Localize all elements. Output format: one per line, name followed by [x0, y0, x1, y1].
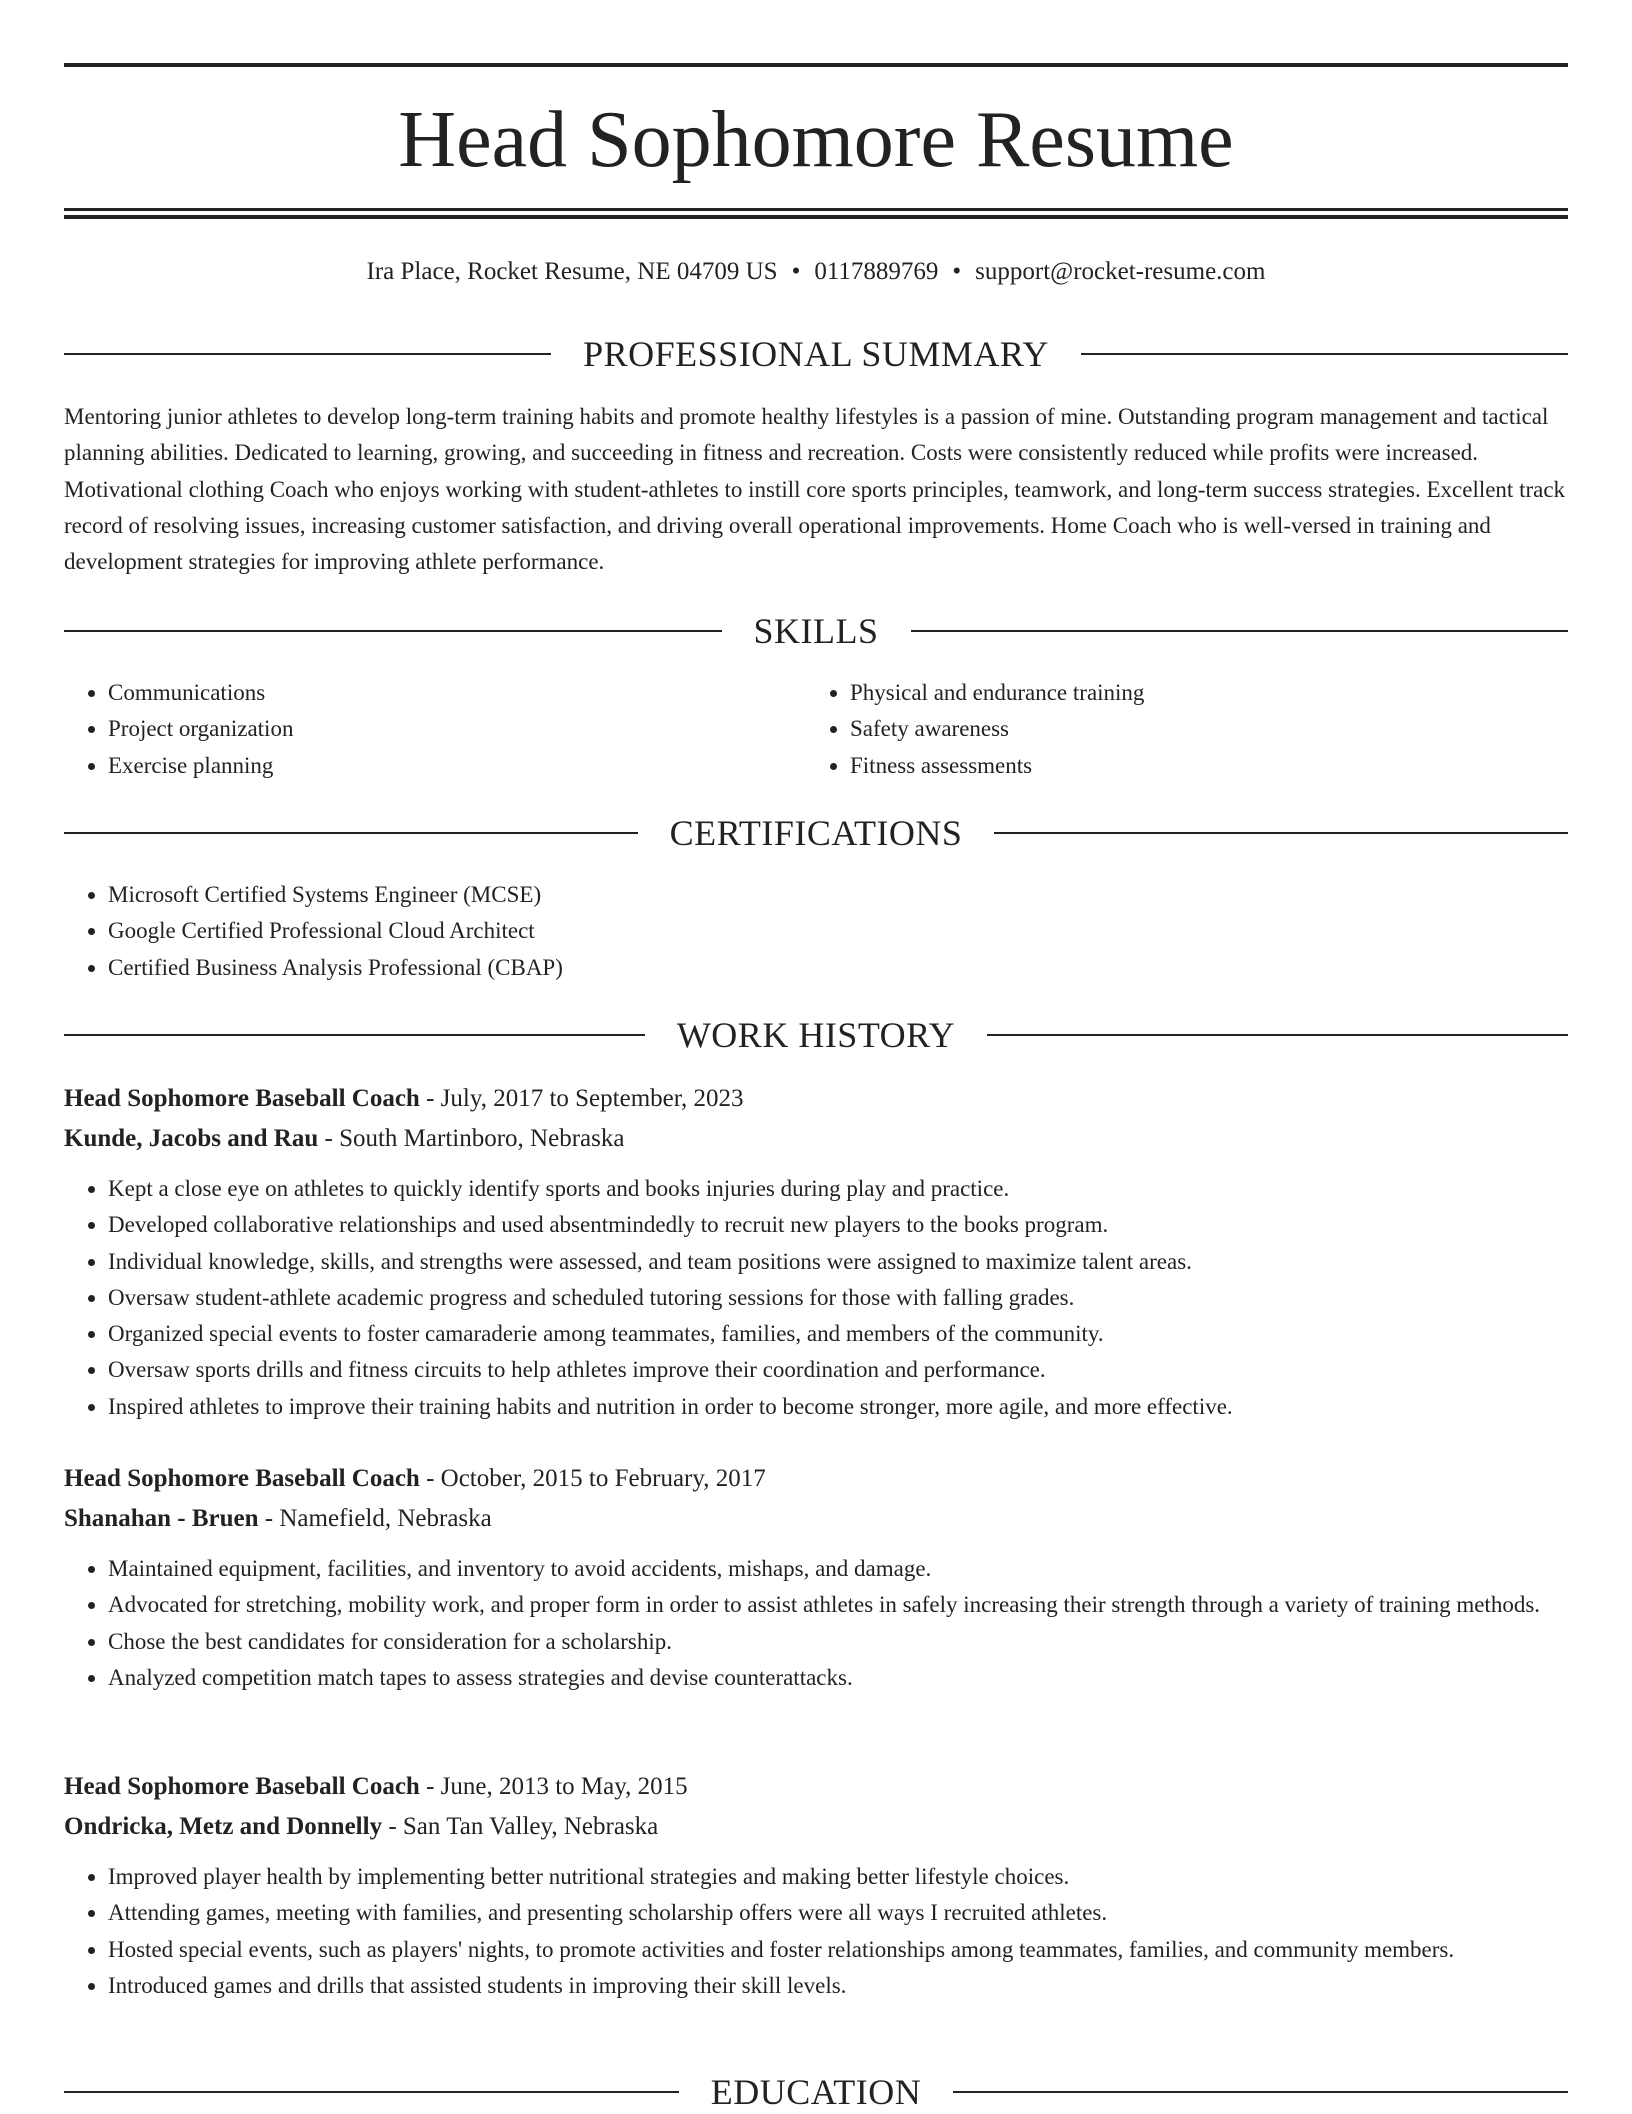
job-company-line [64, 1119, 1568, 1159]
skill-item: • Exercise planning [108, 748, 764, 784]
heading-rule [987, 1034, 1568, 1036]
job-dates: - June, 2013 to May, 2015 [419, 1773, 688, 1800]
job-bullet: • Maintained equipment, facilities, and inventory to avoid accidents, mishaps, and damage. [108, 1551, 1568, 1587]
job-entry [64, 1079, 1568, 1425]
job-bullet: • Organized special events to foster camaraderie among teammates, families, and members of the community. [108, 1316, 1568, 1352]
job-entry [64, 1767, 1568, 2004]
heading-rule [911, 630, 1569, 632]
heading-rule [64, 630, 722, 632]
contact-email: support@rocket-resume.com [975, 258, 1266, 285]
resume-title: Head Sophomore Resume [398, 96, 1234, 184]
title-double-rule [64, 208, 1568, 219]
job-company: Shanahan - Bruen [64, 1505, 259, 1532]
job-title-line [64, 1079, 1568, 1119]
work-history-heading-label: WORK HISTORY [676, 1015, 956, 1055]
certification-item: • Google Certified Professional Cloud Architect [108, 913, 1568, 949]
skills-column-right [806, 675, 1566, 784]
contact-address: Ira Place, Rocket Resume, NE 04709 US [366, 258, 778, 285]
heading-rule [64, 1034, 645, 1036]
job-bullet: • Improved player health by implementing better nutritional strategies and making better lifestyle choices. [108, 1859, 1568, 1895]
heading-rule [953, 2091, 1568, 2093]
heading-rule [1081, 353, 1568, 355]
contact-line [64, 254, 1568, 290]
skill-item: • Fitness assessments [850, 748, 1566, 784]
job-bullet: • Advocated for stretching, mobility work, and proper form in order to assist athletes in safely increasing their strength through a variety of training methods. [108, 1587, 1568, 1623]
job-bullets [64, 1171, 1568, 1425]
education-heading [64, 2070, 1568, 2114]
job-bullets [64, 1859, 1568, 2004]
job-bullet: • Introduced games and drills that assisted students in improving their skill levels. [108, 1968, 1568, 2004]
job-title: Head Sophomore Baseball Coach [64, 1773, 420, 1800]
certifications-heading [64, 811, 1568, 855]
contact-phone: 0117889769 [814, 258, 939, 285]
skill-item: • Project organization [108, 711, 764, 747]
certification-item: • Microsoft Certified Systems Engineer (MCSE) [108, 877, 1568, 913]
summary-text: Mentoring junior athletes to develop long-term training habits and promote healthy lifestyles is a passion of mine. Outstanding program management and tactical planning abilities. Dedicated to learning, growing, and succeeding in fitness and recreation. Costs were consistently reduced while profits were increased. Motivational clothing Coach who enjoys working with student-athletes to instill core sports principles, teamwork, and long-term success strategies. Excellent track record of resolving issues, increasing customer satisfaction, and driving overall operational improvements. Home Coach who is well-versed in training and development strategies for improving athlete performance. [64, 404, 1566, 575]
job-company: Ondricka, Metz and Donnelly [64, 1813, 383, 1840]
job-title: Head Sophomore Baseball Coach [64, 1465, 420, 1492]
job-location: - San Tan Valley, Nebraska [382, 1813, 659, 1840]
job-title-line [64, 1767, 1568, 1807]
job-bullet: • Attending games, meeting with families, and presenting scholarship offers were all ways I recruited athletes. [108, 1895, 1568, 1931]
contact-separator: • [952, 258, 962, 285]
work-history-heading [64, 1013, 1568, 1057]
job-bullet: • Kept a close eye on athletes to quickly identify sports and books injuries during play and practice. [108, 1171, 1568, 1207]
job-company-line [64, 1807, 1568, 1847]
job-bullet: • Hosted special events, such as players' nights, to promote activities and foster relationships among teammates, families, and community members. [108, 1932, 1568, 1968]
job-bullet: • Chose the best candidates for consideration for a scholarship. [108, 1624, 1568, 1660]
heading-rule [64, 832, 638, 834]
job-bullet: • Analyzed competition match tapes to assess strategies and devise counterattacks. [108, 1660, 1568, 1696]
job-bullet: • Developed collaborative relationships and used absentmindedly to recruit new players to the books program. [108, 1207, 1568, 1243]
certifications-list [64, 877, 1568, 986]
heading-rule [64, 353, 551, 355]
job-location: - South Martinboro, Nebraska [318, 1125, 625, 1152]
job-dates: - October, 2015 to February, 2017 [419, 1465, 766, 1492]
job-entry [64, 1459, 1568, 1696]
skills-column-left [64, 675, 764, 784]
summary-heading-label: PROFESSIONAL SUMMARY [583, 334, 1049, 374]
job-dates: - July, 2017 to September, 2023 [419, 1085, 744, 1112]
top-rule [64, 63, 1568, 67]
job-bullets [64, 1551, 1568, 1696]
job-company-line [64, 1499, 1568, 1539]
certifications-heading-label: CERTIFICATIONS [669, 813, 963, 853]
job-title: Head Sophomore Baseball Coach [64, 1085, 420, 1112]
education-heading-label: EDUCATION [710, 2072, 922, 2112]
job-bullet: • Inspired athletes to improve their training habits and nutrition in order to become stronger, more agile, and more effective. [108, 1389, 1568, 1425]
contact-separator: • [791, 258, 801, 285]
heading-rule [64, 2091, 679, 2093]
job-bullet: • Oversaw student-athlete academic progress and scheduled tutoring sessions for those with falling grades. [108, 1280, 1568, 1316]
job-title-line [64, 1459, 1568, 1499]
certification-item: • Certified Business Analysis Professional (CBAP) [108, 950, 1568, 986]
job-bullet: • Individual knowledge, skills, and strengths were assessed, and team positions were assigned to maximize talent areas. [108, 1244, 1568, 1280]
skill-item: • Communications [108, 675, 764, 711]
skills-heading [64, 609, 1568, 653]
job-company: Kunde, Jacobs and Rau [64, 1125, 319, 1152]
summary-heading [64, 332, 1568, 376]
job-location: - Namefield, Nebraska [258, 1505, 492, 1532]
skill-item: • Safety awareness [850, 711, 1566, 747]
job-bullet: • Oversaw sports drills and fitness circuits to help athletes improve their coordination and performance. [108, 1352, 1568, 1388]
skill-item: • Physical and endurance training [850, 675, 1566, 711]
skills-heading-label: SKILLS [753, 611, 879, 651]
heading-rule [994, 832, 1568, 834]
